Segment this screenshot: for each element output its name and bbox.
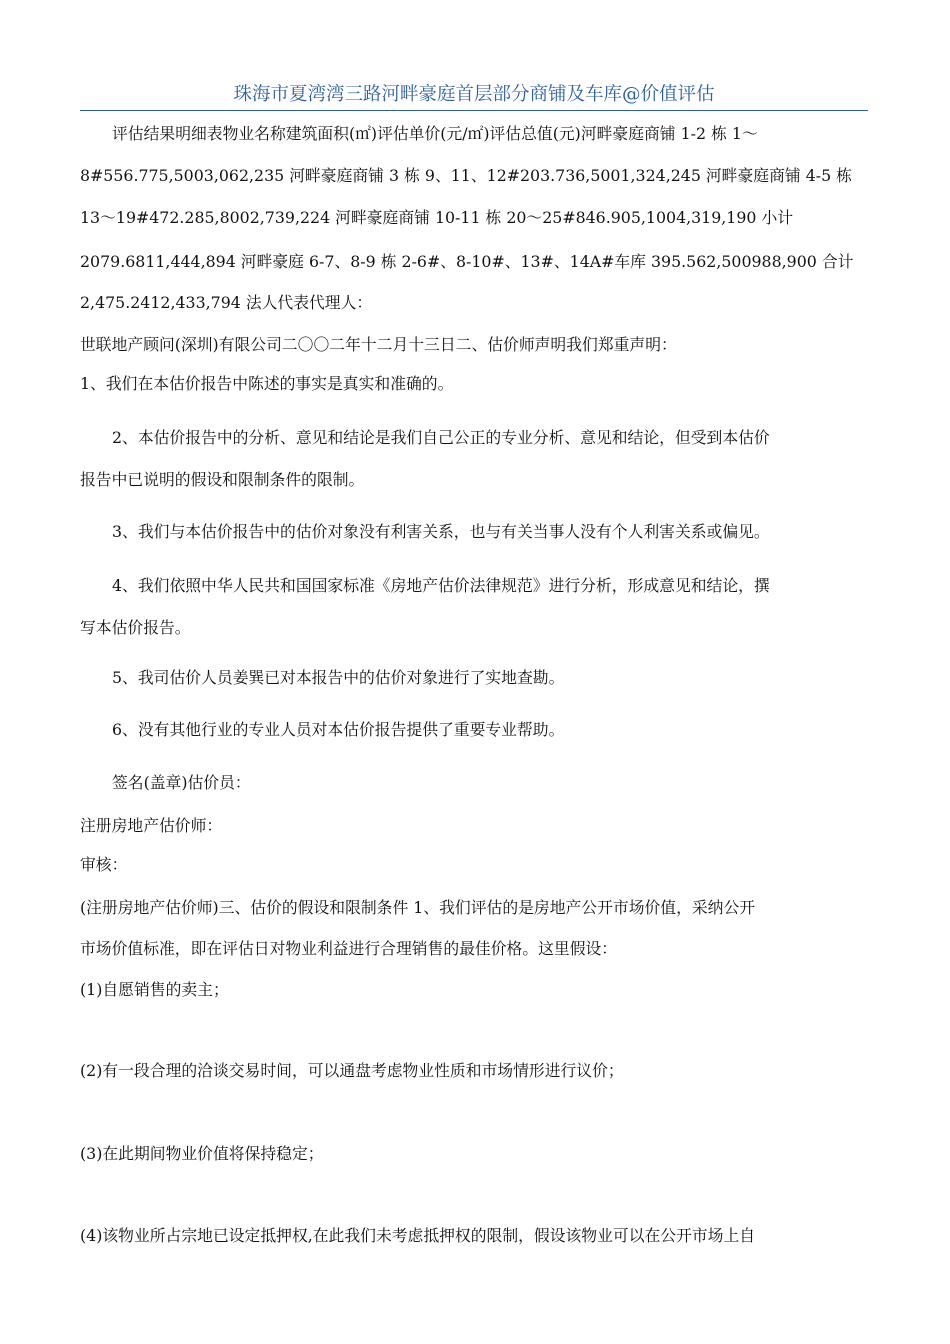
paragraph-line: 报告中已说明的假设和限制条件的限制。 <box>80 470 365 489</box>
paragraph-line: 1、我们在本估价报告中陈述的事实是真实和准确的。 <box>80 374 454 393</box>
paragraph-line: 世联地产顾问(深圳)有限公司二〇〇二年十二月十三日二、估价师声明我们郑重声明： <box>80 335 677 354</box>
list-item: (1)自愿销售的卖主； <box>80 980 229 999</box>
list-item: (2)有一段合理的洽谈交易时间，可以通盘考虑物业性质和市场情形进行议价； <box>80 1061 624 1080</box>
paragraph-line: 写本估价报告。 <box>80 618 191 637</box>
signature-line: 签名(盖章)估价员： <box>112 773 251 792</box>
paragraph-line: 市场价值标准，即在评估日对物业利益进行合理销售的最佳价格。这里假设： <box>80 939 618 958</box>
paragraph-line: 评估结果明细表物业名称建筑面积(㎡)评估单价(元/㎡)评估总值(元)河畔豪庭商铺 1-2 栋 1～ <box>112 124 758 143</box>
paragraph-line: 8#556.775,5003,062,235 河畔豪庭商铺 3 栋 9、11、12#203.736,5001,324,245 河畔豪庭商铺 4-5 栋 <box>80 166 852 185</box>
list-item: (3)在此期间物业价值将保持稳定； <box>80 1144 324 1163</box>
signature-line: 审核： <box>80 855 128 874</box>
paragraph-line: 5、我司估价人员姜巽已对本报告中的估价对象进行了实地查勘。 <box>112 668 565 687</box>
paragraph-line: (注册房地产估价师)三、估价的假设和限制条件 1、我们评估的是房地产公开市场价值，采纳公开 <box>80 898 756 917</box>
document-title: 珠海市夏湾湾三路河畔豪庭首层部分商铺及车库@价值评估 <box>233 84 715 105</box>
paragraph-line: 4、我们依照中华人民共和国国家标准《房地产估价法律规范》进行分析，形成意见和结论，撰 <box>112 576 770 595</box>
title-underline <box>80 110 868 111</box>
paragraph-line: 2,475.2412,433,794 法人代表代理人： <box>80 293 373 312</box>
signature-line: 注册房地产估价师： <box>80 816 223 835</box>
list-item: (4)该物业所占宗地已设定抵押权,在此我们未考虑抵押权的限制，假设该物业可以在公开市场上自 <box>80 1226 756 1245</box>
paragraph-line: 13～19#472.285,8002,739,224 河畔豪庭商铺 10-11 栋 20～25#846.905,1004,319,190 小计 <box>80 208 794 227</box>
paragraph-line: 3、我们与本估价报告中的估价对象没有利害关系，也与有关当事人没有个人利害关系或偏见。 <box>112 522 770 541</box>
paragraph-line: 6、没有其他行业的专业人员对本估价报告提供了重要专业帮助。 <box>112 720 565 739</box>
paragraph-line: 2、本估价报告中的分析、意见和结论是我们自己公正的专业分析、意见和结论，但受到本估价 <box>112 428 770 447</box>
paragraph-line: 2079.6811,444,894 河畔豪庭 6-7、8-9 栋 2-6#、8-10#、13#、14A#车库 395.562,500988,900 合计 <box>80 252 854 271</box>
